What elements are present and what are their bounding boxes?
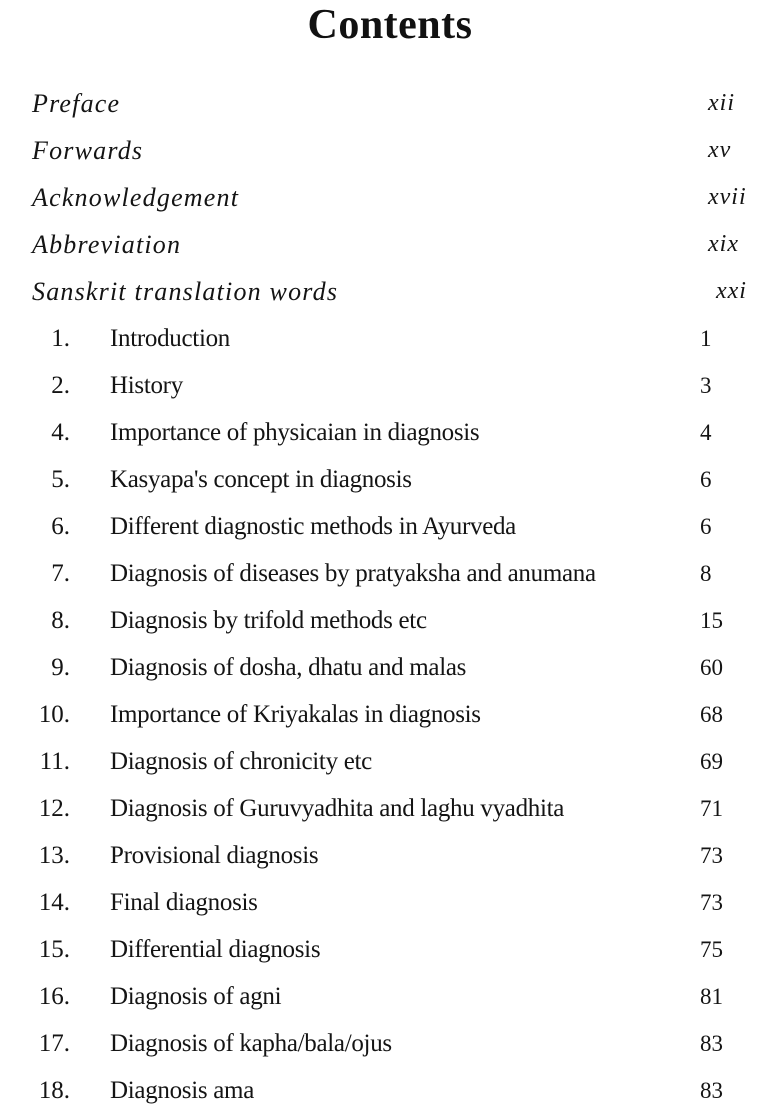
toc-page-number: 60 [700, 655, 723, 680]
toc-page-number: 71 [700, 796, 723, 821]
chapter-number: 4. [51, 419, 70, 446]
toc-page-number: 15 [700, 608, 723, 633]
toc-chapter-item [0, 785, 780, 832]
chapter-title: Provisional diagnosis [110, 842, 319, 869]
toc-chapter-item [0, 832, 780, 879]
toc-page-number: 3 [700, 373, 712, 398]
chapter-title: Diagnosis of chronicity etc [110, 748, 372, 775]
toc-page-number: 73 [700, 890, 723, 915]
chapter-number: 8. [51, 607, 70, 634]
chapter-number: 14. [38, 889, 70, 916]
toc-front-matter-item [0, 80, 780, 127]
toc-chapter-item [0, 315, 780, 362]
toc-chapter-item [0, 738, 780, 785]
chapter-title: Differential diagnosis [110, 936, 321, 963]
toc-page-number: 68 [700, 702, 723, 727]
toc-front-matter-item [0, 127, 780, 174]
toc-entry-title: Preface [32, 89, 121, 118]
page-title: Contents [307, 2, 473, 48]
chapter-number: 9. [51, 654, 70, 681]
chapter-title: Importance of physicaian in diagnosis [110, 419, 480, 446]
chapter-title: Diagnosis of dosha, dhatu and malas [110, 654, 467, 681]
toc-entry-title: Abbreviation [32, 230, 182, 259]
chapter-number: 10. [38, 701, 70, 728]
chapter-title: Diagnosis of kapha/bala/ojus [110, 1030, 392, 1057]
toc-page-number: 69 [700, 749, 723, 774]
toc-page-number: 73 [700, 843, 723, 868]
chapter-number: 18. [38, 1077, 70, 1104]
chapter-number: 16. [38, 983, 70, 1010]
toc-page-number: xvii [708, 184, 747, 210]
chapter-list [0, 315, 780, 1114]
toc-front-matter-item [0, 221, 780, 268]
toc-chapter-item [0, 597, 780, 644]
toc-chapter-item [0, 1067, 780, 1114]
chapter-title: Diagnosis of Guruvyadhita and laghu vyadhita [110, 795, 565, 822]
toc-chapter-item [0, 503, 780, 550]
chapter-title: Introduction [110, 325, 230, 352]
chapter-number: 15. [38, 936, 70, 963]
chapter-number: 6. [51, 513, 70, 540]
chapter-number: 1. [51, 325, 70, 352]
toc-chapter-item [0, 644, 780, 691]
toc-page-number: xix [708, 231, 739, 257]
toc-page-number: 81 [700, 984, 723, 1009]
chapter-title: Diagnosis of diseases by pratyaksha and anumana [110, 560, 596, 587]
chapter-title: Different diagnostic methods in Ayurveda [110, 513, 516, 540]
chapter-title: Diagnosis by trifold methods etc [110, 607, 427, 634]
toc-chapter-item [0, 1020, 780, 1067]
toc-chapter-item [0, 409, 780, 456]
toc-page-number: 4 [700, 420, 712, 445]
toc-chapter-item [0, 691, 780, 738]
toc-page-number: 6 [700, 514, 712, 539]
chapter-number: 5. [51, 466, 70, 493]
toc-chapter-item [0, 973, 780, 1020]
toc-chapter-item [0, 926, 780, 973]
toc-entry-title: Acknowledgement [32, 183, 240, 212]
toc-page-number: 1 [700, 326, 712, 351]
toc-chapter-item [0, 362, 780, 409]
toc-front-matter-item [0, 174, 780, 221]
chapter-title: Diagnosis ama [110, 1077, 254, 1104]
chapter-number: 12. [38, 795, 70, 822]
chapter-title: Diagnosis of agni [110, 983, 282, 1010]
toc-page-number: 6 [700, 467, 712, 492]
toc-chapter-item [0, 456, 780, 503]
front-matter-list [0, 80, 780, 315]
toc-page-number: xxi [716, 278, 747, 304]
toc-chapter-item [0, 879, 780, 926]
toc-page-number: 8 [700, 561, 712, 586]
toc-chapter-item [0, 550, 780, 597]
chapter-title: Importance of Kriyakalas in diagnosis [110, 701, 481, 728]
toc-page-number: 75 [700, 937, 723, 962]
chapter-number: 17. [38, 1030, 70, 1057]
toc-front-matter-item [0, 268, 780, 315]
chapter-number: 7. [51, 560, 70, 587]
toc-page-number: xii [708, 90, 735, 116]
toc-entry-title: Sanskrit translation words [32, 277, 339, 306]
chapter-title: Final diagnosis [110, 889, 258, 916]
chapter-number: 13. [38, 842, 70, 869]
toc-page-number: 83 [700, 1031, 723, 1056]
toc-page-number: xv [708, 137, 732, 163]
toc-entry-title: Forwards [32, 136, 144, 165]
toc-page-number: 83 [700, 1078, 723, 1103]
chapter-title: History [110, 372, 183, 399]
chapter-number: 11. [39, 748, 70, 775]
chapter-title: Kasyapa's concept in diagnosis [110, 466, 412, 493]
chapter-number: 2. [51, 372, 70, 399]
